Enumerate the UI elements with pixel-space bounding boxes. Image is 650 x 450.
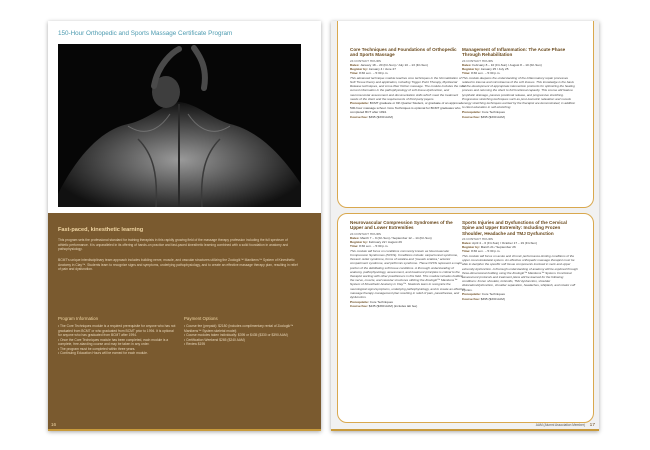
list-item: • Once the Core Techniques module has been completed, each module is a complete, free-standing course and may be taken in any order. xyxy=(58,337,169,346)
course-prerequisite: Prerequisite: Core Techniques xyxy=(462,292,505,297)
page-number-right: 17 xyxy=(589,423,595,428)
course-hours: 24 CONTACT HOURS xyxy=(350,58,381,63)
course-core-techniques xyxy=(350,47,466,119)
course-hours: 24 CONTACT HOURS xyxy=(350,231,381,236)
course-hours: 24 CONTACT HOURS xyxy=(462,236,493,241)
left-page xyxy=(48,21,321,431)
right-page xyxy=(331,21,599,431)
list-item: • The program must be completed within three years. xyxy=(58,346,136,351)
section-heading: Fast-paced, kinesthetic learning xyxy=(58,227,144,233)
course-time: Time: 8:30 a.m. – 5:30 p.m. xyxy=(350,71,389,75)
course-prerequisite: Prerequisite: Core Techniques xyxy=(350,299,393,304)
course-hours: 24 CONTACT HOURS xyxy=(462,58,493,63)
intro-paragraph-2: BCMT's unique interdisciplinary team approach includes building nerve, muscle, and vascular structures utilizing the Zoologik™ Manikens™ System of Kinesthetic Anatomy in Clay™. Students learn to recognize signs and symptoms, underlying pathophysiology, and to create an effective massage therapy plan, resulting in relief of pain and dysfunction. xyxy=(58,258,298,272)
course-fee: Course Fee: $395 ($330 AAM) xyxy=(350,114,393,119)
course-fee: Course Fee: $395 ($330 AAM) xyxy=(462,297,505,302)
course-register-by: Register by: February 22 / August 29 xyxy=(350,239,402,244)
course-title: Neurovascular Compression Syndromes of the Upper and Lower Extremities xyxy=(350,220,453,231)
course-description: This module will focus on acute and chronic performance-limiting conditions of the upper musculoskeletal system. An effective orthopedic massage therapist must be able to decipher the specific soft tissue components involved in neck and upper extremity dysfunction. A thorough understanding of anatomy will be explored through three-dimensional building using the Zoologik™ Manikens™ System. Functional assessment protocols and treatment plans will be learned for the following conditions: frozen shoulder, torticollis, TMJ dysfunction, shoulder dislocation/dysfunction, shoulder separation, headaches, whiplash, and rotator cuff injuries. xyxy=(462,254,578,292)
course-management-of-inflammation xyxy=(462,47,578,119)
accent-bar xyxy=(48,429,321,431)
course-title: Core Techniques and Foundations of Orthopedic and Sports Massage xyxy=(350,47,457,58)
program-information-list xyxy=(58,324,176,356)
list-item: • Course fee (prepaid): $2180 (includes complimentary rental of Zoologik™ Manikens™ System skeletal model) xyxy=(184,324,294,333)
program-information-heading: Program Information xyxy=(58,316,99,321)
course-prerequisite: Prerequisite: BCMT graduate or 9th Quarter Student, or graduate of an approved 500-hour massage school. Core Techniques is optional for BCMT graduates who completed BCT after 1994. xyxy=(350,101,463,114)
course-title: Management of Inflammation: The Acute Phase Through Rehabilitation xyxy=(462,47,566,58)
course-fee: Course Fee: $435 ($390 AAM) (includes lab fee) xyxy=(350,304,418,309)
course-fee: Course Fee: $395 ($330 AAM) xyxy=(462,114,505,119)
course-title: Sports Injuries and Dysfunctions of the Cervical Spine and Upper Extremity: Including Frozen Shoulder, Headache and TMJ Dysfunction xyxy=(462,220,567,236)
course-dates: Dates: March 7 – 9 (Fri-Sun) / September 12 – 14 (Fri-Sun) xyxy=(350,235,432,240)
course-time: Time: 8:30 a.m. – 5:30 p.m. xyxy=(350,244,389,248)
course-register-by: Register by: January 25 / July 25 xyxy=(462,66,509,71)
course-time: Time: 8:30 a.m. – 5:30 p.m. xyxy=(462,249,501,254)
list-item: • Course modules taken individually: $395 or $435 ($330 or $390 AAM) xyxy=(184,333,288,337)
intro-panel xyxy=(48,213,321,431)
course-sports-injuries xyxy=(462,220,578,301)
course-description: This advanced technique module teaches core techniques in the Normalization of Soft Tissue theory and application, including Trigger Point Therapy, Myofascial Release techniques, and cross-fiber friction massage. The module includes the most current information in the pathophysiology of soft tissue dysfunction, and neuromuscular assessment and documentation skills which meet the treatment needs of the client and the requirements of third party payers. xyxy=(350,75,466,101)
list-item: • Certification Weekend $265 ($240 AAM) xyxy=(184,337,245,342)
course-register-by: Register by: March 21 / September 26 xyxy=(462,245,516,250)
course-dates: Dates: January 18 – 20 (Fri-Sun) / July 10 – 13 (Fri-Sun) xyxy=(350,62,428,67)
list-item: • Continuing Education Hours will be earned for each module. xyxy=(58,351,148,355)
muscular-back-photo xyxy=(58,44,301,207)
course-dates: Dates: February 8 – 10 (Fri-Sun) / August 8 – 10 (Fri-Sun) xyxy=(462,62,542,67)
course-card-top xyxy=(337,21,594,208)
list-item: • Review $195 xyxy=(184,342,206,346)
course-card-bottom xyxy=(337,213,594,423)
intro-paragraph-1: This program sets the professional standard for training therapists in this rapidly growing field of the massage therapy profession including the full spectrum of athletic performance. It is unparalleled in its offering of hands-on practice and fast-paced kinesthetic learning combined with a solid foundation in anatomy and pathophysiology. xyxy=(58,238,289,252)
list-item: • The Core Techniques module is a required prerequisite for anyone who has not graduated from BCMT or who graduated from BCMT prior to 1994. It is optional for anyone who has graduated from BCMT after 1994. xyxy=(58,324,176,337)
course-neurovascular-compression xyxy=(350,220,466,309)
page-number-left: 16 xyxy=(51,422,57,427)
muscular-back-illustration xyxy=(58,44,301,207)
payment-options-heading: Payment Options xyxy=(184,316,218,321)
course-dates: Dates: April 4 – 6 (Fri-Sun) / October 17 – 19 (Fri-Sun) xyxy=(462,240,537,245)
course-prerequisite: Prerequisite: Core Techniques xyxy=(462,109,505,114)
course-description: This module deepens the understanding of the inflammatory repair processes related to trauma and microtrauma of the soft tissues. This knowledge is the basis for the development of appropriate intervention protocols for optimizing the healing process and returning the client to full functional capacity. This course will feature lymphatic drainage, passive positional release, and progressive stretching. Progressive stretching techniques such as post-isometric relaxation and muscle energy stretching techniques excited by the therapist are demonstrated, in addition to client education in self-stretching. xyxy=(462,75,576,110)
course-description: This module will focus on conditions commonly known as Neurovascular Compression Syndromes (NVCS). Conditions include: carpal tunnel syndrome, thoracic outlet syndrome, forms of sciatica and "pseudo sciatica," anterior compartment syndrome, and piriformis syndrome. These NVCS represent a major portion of the debilitating soft tissue conditions. A thorough understanding of anatomy, pathophysiology, assessment, and treatment principles is critical to the therapist working with other practitioners in this field. This module includes building the nerve, muscle, and vascular structures utilizing the Zoologik™ Manikens™ System of Kinesthetic Anatomy in Clay™. Students learn to recognize the neurological signs/symptoms, underlying pathophysiology, and to create an effective massage therapy management plan resulting in relief of pain, paresthesias, and dysfunction. xyxy=(350,248,466,299)
course-register-by: Register by: January 4 / June 27 xyxy=(350,66,396,71)
footer-note: AAM (Alumni Association Member) xyxy=(535,423,585,427)
course-time: Time: 8:30 a.m. – 5:30 p.m. xyxy=(462,71,501,75)
program-title: 150-Hour Orthopedic and Sports Massage Certificate Program xyxy=(58,30,233,37)
accent-bar xyxy=(331,429,599,431)
payment-options-list xyxy=(184,324,296,347)
